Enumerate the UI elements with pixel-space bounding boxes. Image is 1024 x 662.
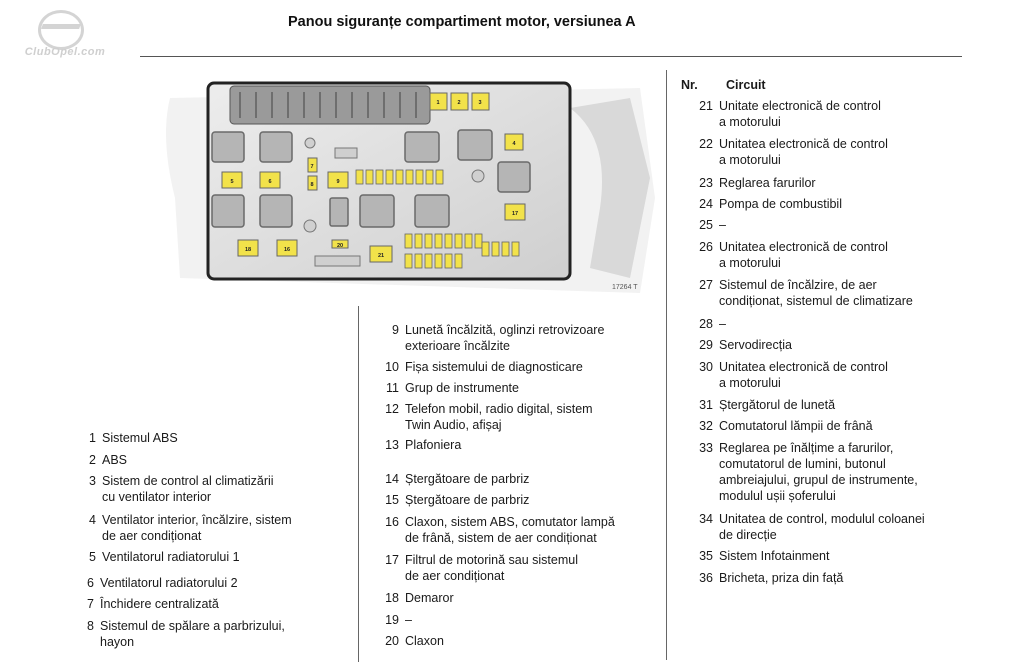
logo-text: ClubOpel.com <box>24 46 106 58</box>
fuse-circuit: Unitatea de control, modulul coloanei de direcție <box>719 512 925 542</box>
fuse-entry <box>691 337 792 353</box>
label-f5: 5 <box>230 179 234 185</box>
label-f6: 6 <box>268 179 272 185</box>
fuse-entry <box>74 473 274 505</box>
fuse-number: 32 <box>699 419 713 433</box>
label-f9: 9 <box>336 179 340 185</box>
fuse-number: 22 <box>699 137 713 151</box>
fuse-circuit: – <box>405 613 412 627</box>
fuse-circuit: Ștergătoare de parbriz <box>405 472 530 486</box>
fuse-number: 8 <box>87 619 94 633</box>
fuse-circuit: Fișa sistemului de diagnosticare <box>405 360 583 374</box>
fuse-entry <box>691 136 888 168</box>
header-nr: Nr. <box>681 78 698 92</box>
mini-fuse-row-top <box>356 170 443 184</box>
fuse-number: 2 <box>89 453 96 467</box>
opel-bolt-icon <box>41 24 81 29</box>
fuse-entry <box>377 552 578 584</box>
fuse-puller-slot <box>315 256 360 266</box>
label-f20: 20 <box>336 243 344 249</box>
fuse-entry <box>691 397 835 413</box>
fuse-entry <box>377 471 529 487</box>
fuse-circuit: Comutatorul lămpii de frână <box>719 419 873 433</box>
fuse-entry <box>691 359 888 391</box>
fuse-number: 19 <box>385 613 399 627</box>
fuse-circuit: Unitatea electronică de control a motorului <box>719 240 888 270</box>
fuse-entry <box>377 633 444 649</box>
fuse-circuit: Unitatea electronică de control a motorului <box>719 137 888 167</box>
fuse-entry <box>691 217 726 233</box>
fuse-number: 15 <box>385 493 399 507</box>
fuse-number: 21 <box>699 99 713 113</box>
fuse-number: 35 <box>699 549 713 563</box>
fuse-entry <box>377 401 593 433</box>
fuse-entry <box>691 277 913 309</box>
fuse-entry <box>377 380 519 396</box>
fuse-entry <box>691 570 843 586</box>
label-f3: 3 <box>478 100 482 106</box>
fuse-entry <box>377 359 583 375</box>
fuse-number: 4 <box>89 513 96 527</box>
fuse-circuit: Demaror <box>405 591 454 605</box>
fuse-circuit: Ventilatorul radiatorului 2 <box>100 576 238 590</box>
fuse-entry <box>691 511 925 543</box>
fuse-circuit: ABS <box>102 453 128 467</box>
fuse-circuit: Grup de instrumente <box>405 381 519 395</box>
fuse-circuit: Închidere centralizată <box>100 597 219 611</box>
label-f2: 2 <box>457 100 461 106</box>
fuse-circuit: Ventilator interior, încălzire, sistem de aer condiționat <box>102 513 292 543</box>
fuse-entry <box>74 430 178 446</box>
label-f4: 4 <box>512 141 516 147</box>
fuse-number: 23 <box>699 176 713 190</box>
label-f18: 18 <box>244 247 252 253</box>
label-f16: 16 <box>283 247 291 253</box>
header-circuit: Circuit <box>726 78 766 92</box>
fuse-number: 7 <box>87 597 94 611</box>
fuse-box-diagram <box>160 78 660 303</box>
fuse-number: 25 <box>699 218 713 232</box>
fuse-entry <box>691 196 842 212</box>
fuse-number: 9 <box>392 323 399 337</box>
fuse-circuit: Ștergătoare de parbriz <box>405 493 530 507</box>
label-f7: 7 <box>310 164 314 170</box>
fuse-entry <box>72 575 238 591</box>
fuse-number: 36 <box>699 571 713 585</box>
label-f17: 17 <box>511 211 519 217</box>
figure-id: 17264 T <box>612 284 638 291</box>
fuse-circuit: Sistemul ABS <box>102 431 178 445</box>
fuse-number: 33 <box>699 441 713 455</box>
fuse-number: 29 <box>699 338 713 352</box>
spare-fuse-holder <box>335 148 357 158</box>
fuse-number: 26 <box>699 240 713 254</box>
fuse-entry <box>691 440 918 504</box>
fuse-circuit: Reglarea pe înălțime a farurilor, comutatorul de lumini, butonul ambreiajului, grupul de instrumente, modulul ușii șoferului <box>719 441 918 503</box>
fuse-entry <box>691 418 873 434</box>
fuse-entry <box>72 596 219 612</box>
fuse-number: 11 <box>386 381 399 395</box>
fuse-circuit: Pompa de combustibil <box>719 197 842 211</box>
fuse-entry <box>377 437 461 453</box>
fuse-entry <box>74 549 240 565</box>
fuse-circuit: Claxon <box>405 634 444 648</box>
fuse-circuit: – <box>719 218 726 232</box>
fuse-circuit: Filtrul de motorină sau sistemul de aer condiționat <box>405 553 578 583</box>
fuse-number: 16 <box>385 515 399 529</box>
fuse-entry <box>691 239 888 271</box>
fuse-circuit: Telefon mobil, radio digital, sistem Twin Audio, afișaj <box>405 402 593 432</box>
column-divider-right <box>666 70 667 660</box>
fuse-number: 31 <box>699 398 713 412</box>
fuse-entry <box>72 618 285 650</box>
fuse-number: 10 <box>385 360 399 374</box>
fuse-entry <box>74 512 292 544</box>
fuse-entry <box>74 452 127 468</box>
fuse-number: 14 <box>385 472 399 486</box>
clubopel-logo <box>10 8 110 60</box>
column-divider-left <box>358 306 359 662</box>
fuse-number: 17 <box>385 553 399 567</box>
fuse-number: 18 <box>385 591 399 605</box>
fuse-circuit: Bricheta, priza din față <box>719 571 844 585</box>
fuse-circuit: Sistem de control al climatizării cu ventilator interior <box>102 474 274 504</box>
fuse-number: 6 <box>87 576 94 590</box>
fuse-circuit: Unitatea electronică de control a motorului <box>719 360 888 390</box>
fuse-entry <box>377 514 615 546</box>
title-divider <box>140 56 962 57</box>
opel-ring-icon <box>38 10 84 50</box>
fuse-circuit: Sistemul de încălzire, de aer condiționat, sistemul de climatizare <box>719 278 913 308</box>
fuse-circuit: Reglarea farurilor <box>719 176 816 190</box>
fuse-number: 12 <box>385 402 399 416</box>
fuse-number: 5 <box>89 550 96 564</box>
fuse-circuit: Ventilatorul radiatorului 1 <box>102 550 240 564</box>
fuse-entry <box>377 322 604 354</box>
fuse-circuit: Unitate electronică de control a motorului <box>719 99 881 129</box>
label-f21: 21 <box>377 253 385 259</box>
fuse-circuit: Plafoniera <box>405 438 462 452</box>
fuse-circuit: Sistem Infotainment <box>719 549 830 563</box>
label-f8: 8 <box>310 182 314 188</box>
fuse-circuit: – <box>719 317 726 331</box>
fuse-number: 28 <box>699 317 713 331</box>
fuse-entry <box>377 492 529 508</box>
fuse-entry <box>691 316 726 332</box>
fuse-number: 3 <box>89 474 96 488</box>
page-title: Panou siguranțe compartiment motor, versiunea A <box>288 14 636 30</box>
fuse-entry <box>691 548 829 564</box>
fuse-circuit: Ștergătorul de lunetă <box>719 398 836 412</box>
fuse-number: 24 <box>699 197 713 211</box>
fuse-circuit: Lunetă încălzită, oglinzi retrovizoare exterioare încălzite <box>405 323 605 353</box>
fuse-number: 20 <box>385 634 399 648</box>
fuse-entry <box>691 98 881 130</box>
fuse-number: 1 <box>89 431 96 445</box>
fuse-entry <box>691 175 816 191</box>
fuse-entry <box>377 590 454 606</box>
fuse-number: 34 <box>699 512 713 526</box>
fuse-entry <box>377 612 412 628</box>
fuse-number: 13 <box>385 438 399 452</box>
fuse-number: 27 <box>699 278 713 292</box>
label-f1: 1 <box>436 100 440 106</box>
fuse-circuit: Sistemul de spălare a parbrizului, hayon <box>100 619 285 649</box>
fuse-circuit: Claxon, sistem ABS, comutator lampă de frână, sistem de aer condiționat <box>405 515 615 545</box>
fuse-number: 30 <box>699 360 713 374</box>
fuse-circuit: Servodirecția <box>719 338 792 352</box>
